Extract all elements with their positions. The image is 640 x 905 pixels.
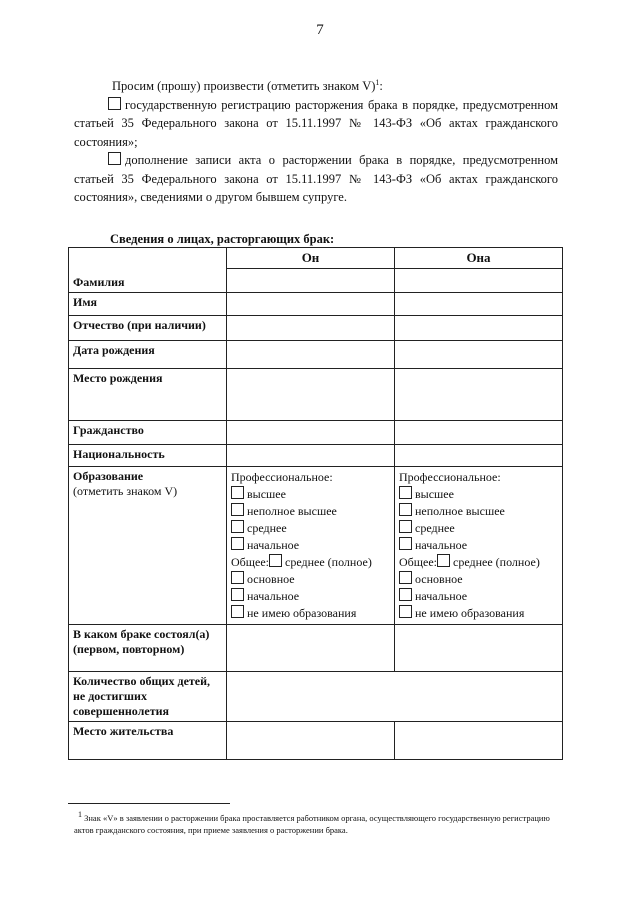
she-general-secondary-label: среднее (полное) <box>453 555 540 569</box>
request-text: Просим (прошу) произвести (отметить знаком V) <box>112 79 376 94</box>
marriage-he-field[interactable] <box>227 625 395 672</box>
label-children: Количество общих детей, не достигших совершеннолетия <box>69 672 227 722</box>
persons-table <box>68 247 563 760</box>
footnote-ref: 1 <box>375 78 380 87</box>
he-primary-label: начальное <box>247 538 300 552</box>
table-title: Сведения о лицах, расторгающих брак: <box>110 232 335 246</box>
education-label: Образование <box>73 469 144 483</box>
she-higher-label: высшее <box>415 487 454 501</box>
he-secondary-label: среднее <box>247 521 287 535</box>
col-he: Он <box>227 248 395 269</box>
birth-place-he-field[interactable] <box>227 369 395 421</box>
name-she-field[interactable] <box>395 293 563 316</box>
option-registration <box>74 96 558 152</box>
nationality-he-field[interactable] <box>227 445 395 467</box>
option-amendment-text: дополнение записи акта о расторжении брака в порядке, предусмотренном статьей 35 Федерального закона от 15.11.1997 № 143-ФЗ «Об актах гражданского состояния», сведениями о другом бывшем супруге. <box>74 153 558 205</box>
she-basic-checkbox[interactable] <box>399 571 412 584</box>
he-primary-checkbox[interactable] <box>231 537 244 550</box>
checkbox-amendment[interactable] <box>108 152 121 165</box>
residence-she-field[interactable] <box>395 722 563 760</box>
he-incomplete-higher-checkbox[interactable] <box>231 503 244 516</box>
he-secondary-checkbox[interactable] <box>231 520 244 533</box>
footnote-text: Знак «V» в заявлении о расторжении брака проставляется работником органа, осуществляющего государственную регистрацию актов гражданского состояния, при приеме заявления о расторжении брака. <box>74 812 550 835</box>
label-name: Имя <box>69 293 227 316</box>
label-nationality: Национальность <box>69 445 227 467</box>
footnote-divider <box>68 803 230 804</box>
label-citizenship: Гражданство <box>69 421 227 445</box>
request-line <box>74 74 558 96</box>
patronymic-she-field[interactable] <box>395 316 563 341</box>
footnote <box>74 809 564 836</box>
he-general-secondary-label: среднее (полное) <box>285 555 372 569</box>
he-higher-label: высшее <box>247 487 286 501</box>
request-colon: : <box>379 79 383 94</box>
nationality-she-field[interactable] <box>395 445 563 467</box>
education-he-options <box>227 467 395 625</box>
label-birth-date: Дата рождения <box>69 341 227 369</box>
request-section <box>74 74 558 207</box>
checkbox-registration[interactable] <box>108 97 121 110</box>
label-birth-place: Место рождения <box>69 369 227 421</box>
she-none-label: не имею образования <box>415 606 525 620</box>
name-he-field[interactable] <box>227 293 395 316</box>
option-amendment <box>74 151 558 207</box>
label-marriage: В каком браке состоял(а) (первом, повторном) <box>69 625 227 672</box>
he-general-primary-checkbox[interactable] <box>231 588 244 601</box>
professional-heading: Профессиональное: <box>231 470 333 484</box>
he-general-label: Общее: <box>231 555 269 569</box>
marriage-she-field[interactable] <box>395 625 563 672</box>
birth-place-she-field[interactable] <box>395 369 563 421</box>
option-registration-text: государственную регистрацию расторжения брака в порядке, предусмотренном статьей 35 Федерального закона от 15.11.1997 № 143-ФЗ «Об актах гражданского состояния»; <box>74 97 558 149</box>
she-general-secondary-checkbox[interactable] <box>437 554 450 567</box>
footnote-number: 1 <box>78 810 82 819</box>
surname-he-field[interactable] <box>227 269 395 293</box>
he-none-label: не имею образования <box>247 606 357 620</box>
residence-he-field[interactable] <box>227 722 395 760</box>
birth-date-he-field[interactable] <box>227 341 395 369</box>
citizenship-she-field[interactable] <box>395 421 563 445</box>
he-incomplete-higher-label: неполное высшее <box>247 504 337 518</box>
label-education <box>69 467 227 625</box>
children-field[interactable] <box>227 672 563 722</box>
he-basic-label: основное <box>247 572 295 586</box>
he-general-secondary-checkbox[interactable] <box>269 554 282 567</box>
he-higher-checkbox[interactable] <box>231 486 244 499</box>
she-general-label: Общее: <box>399 555 437 569</box>
education-note: (отметить знаком V) <box>73 484 178 498</box>
citizenship-he-field[interactable] <box>227 421 395 445</box>
birth-date-she-field[interactable] <box>395 341 563 369</box>
she-secondary-checkbox[interactable] <box>399 520 412 533</box>
patronymic-he-field[interactable] <box>227 316 395 341</box>
col-she: Она <box>395 248 563 269</box>
she-incomplete-higher-checkbox[interactable] <box>399 503 412 516</box>
she-none-checkbox[interactable] <box>399 605 412 618</box>
she-general-primary-checkbox[interactable] <box>399 588 412 601</box>
label-surname: Фамилия <box>69 248 227 293</box>
she-higher-checkbox[interactable] <box>399 486 412 499</box>
education-she-options <box>395 467 563 625</box>
professional-heading: Профессиональное: <box>399 470 501 484</box>
he-general-primary-label: начальное <box>247 589 300 603</box>
she-incomplete-higher-label: неполное высшее <box>415 504 505 518</box>
she-primary-label: начальное <box>415 538 468 552</box>
he-none-checkbox[interactable] <box>231 605 244 618</box>
she-primary-checkbox[interactable] <box>399 537 412 550</box>
she-secondary-label: среднее <box>415 521 455 535</box>
label-residence: Место жительства <box>69 722 227 760</box>
she-general-primary-label: начальное <box>415 589 468 603</box>
label-patronymic: Отчество (при наличии) <box>69 316 227 341</box>
she-basic-label: основное <box>415 572 463 586</box>
he-basic-checkbox[interactable] <box>231 571 244 584</box>
page-number: 7 <box>316 22 324 38</box>
surname-she-field[interactable] <box>395 269 563 293</box>
